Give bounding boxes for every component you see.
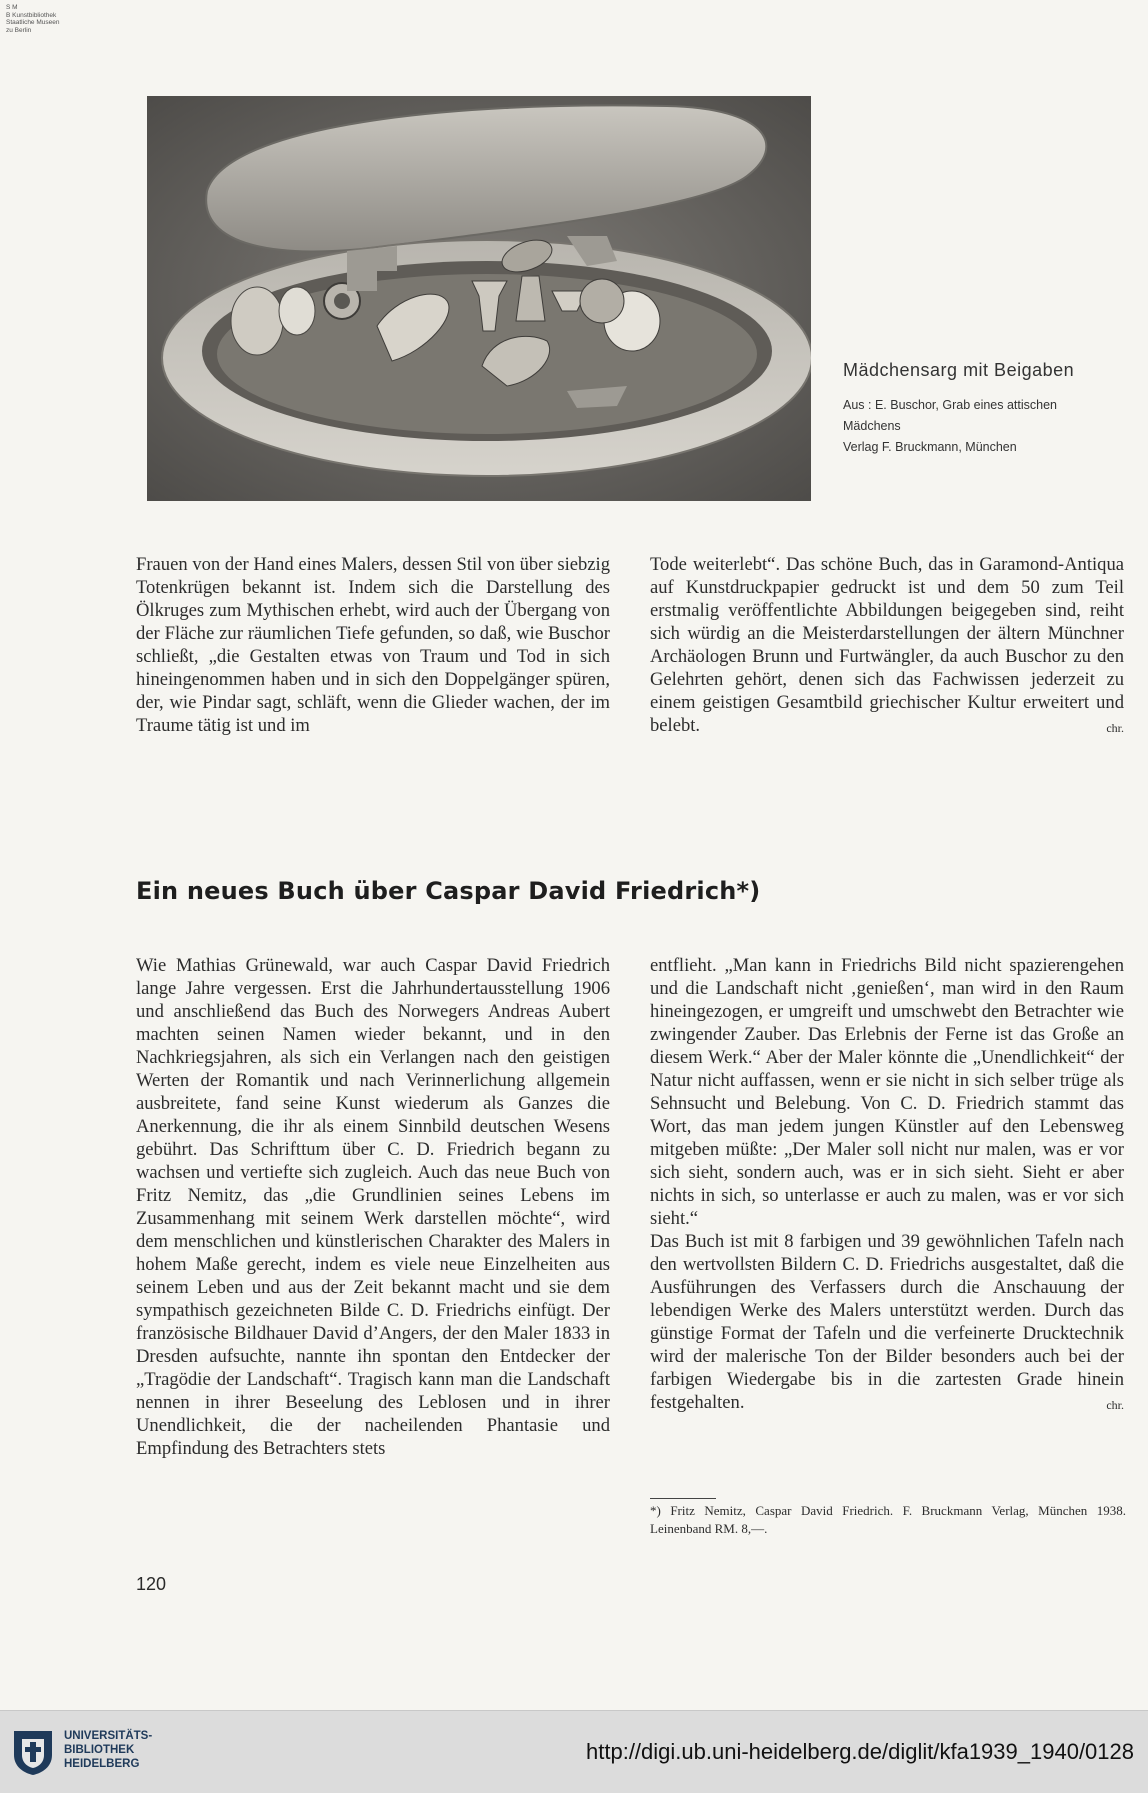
author-signature: chr. xyxy=(1106,721,1124,735)
caption-line: Verlag F. Bruckmann, München xyxy=(843,440,1017,454)
sarcophagus-illustration xyxy=(147,96,811,501)
article-heading: Ein neues Buch über Caspar David Friedrich*) xyxy=(136,877,761,905)
university-seal-icon xyxy=(10,1725,56,1777)
article2-column-left xyxy=(136,954,610,1460)
paragraph: Wie Mathias Grünewald, war auch Caspar David Friedrich lange Jahre vergessen. Erst die Jahrhundertausstellung 1906 und anschließend das Buch des Norwegers Andreas Aubert machten seinen Namen wieder bekannt, und in den Nachkriegsjahren, als sich ein Verlangen nach den geistigen Werten der Romantik und nach Verinnerlichung allgemein ausbreitete, fand seine Kunst wiederum als Ganzes die Anerkennung, die ihr als einem Sinnbild deutschen Wesens gebührt. Das Schrifttum über C. D. Friedrich begann zu wachsen und vertiefte sich zugleich. Auch das neue Buch von Fritz Nemitz, das „die Grundlinien seines Lebens im Zusammenhang mit seinem Werk darstellen möchte“, wird dem menschlichen und künstlerischen Charakter des Malers in hohem Maße gerecht, indem es viele neue Einzelheiten aus seinem Leben und aus der Zeit bekannt macht und sie dem sympathisch gezeichneten Bilde C. D. Friedrichs einfügt. Der französische Bildhauer David d’Angers, der den Maler 1833 in Dresden aufsuchte, nannte ihn spontan den Entdecker der „Tragödie der Landschaft“. Tragisch kann man die Landschaft nennen in ihrer Beseelung des Leblosen und in ihrer Unendlichkeit, die der nacheilenden Phantasie und Empfindung des Betrachters stets xyxy=(136,955,610,1459)
page-number: 120 xyxy=(136,1574,167,1594)
library-stamp xyxy=(6,4,86,34)
footer-bar xyxy=(0,1710,1148,1793)
paragraph: Frauen von der Hand eines Malers, dessen Stil von über siebzig Totenkrügen bekannt ist. Indem sich die Darstellung des Ölkruges zum Mythischen erhebt, wird auch der Übergang von der Fläche zur räumlichen Tiefe gefunden, so daß, wie Buschor schließt, „die Gestalten etwas von Traum und Tod in sich hineingenommen haben und in sich den Doppelgänger spüren, der, wie Pindar sagt, schläft, wenn die Glieder wachen, der im Traume tätig ist und im xyxy=(136,554,610,736)
stamp-line: S M xyxy=(6,4,18,11)
author-signature: chr. xyxy=(1106,1398,1124,1412)
paragraph: Das Buch ist mit 8 farbigen und 39 gewöhnlichen Tafeln nach den wertvollsten Bildern C. D. Friedrichs ausgestaltet, daß die Ausführungen des Verfassers durch die Anschauung der lebendigen Werke des Malers unterstützt werden. Durch das günstige Format der Tafeln und die verfeinerte Drucktechnik wird der malerische Ton der Bilder besonders auch bei der farbigen Wiedergabe bis in die zartesten Grade hinein festgehalten. xyxy=(650,1231,1124,1413)
logo-line: HEIDELBERG xyxy=(64,1758,140,1770)
library-logo-text xyxy=(64,1729,152,1771)
paragraph: Tode weiterlebt“. Das schöne Buch, das in Garamond-Antiqua auf Kunstdruckpapier gedruckt ist und dem 50 zum Teil erstmalig veröffentlichte Abbildungen beigegeben sind, reiht sich würdig an die Meisterdarstellungen der ältern Münchner Archäologen Brunn und Furtwängler, da auch Buschor zu den Gelehrten gehört, denen sich das Fachwissen jederzeit zu einem geistigen Gesamtbild griechischer Kultur erweitert und belebt. xyxy=(650,554,1124,736)
article2-column-right xyxy=(650,954,1124,1417)
stamp-line: zu Berlin xyxy=(6,26,32,34)
paragraph: entflieht. „Man kann in Friedrichs Bild nicht spazierengehen und die Landschaft nicht ‚genießen‘, man wird in den Raum hineingezogen, er umgreift und umschwebt den Betrachter wie zwingender Zauber. Das Erlebnis der Ferne ist das Große an diesem Werk.“ Aber der Maler könnte die „Unendlichkeit“ der Natur nicht auffassen, wenn er sie nicht in sich selber trüge als Sehnsucht und Belebung. Von C. D. Friedrich stammt das Wort, das man jedem jungen Künstler auf den Lebensweg mitgeben müßte: „Der Maler soll nicht nur malen, was er vor sich sieht, sondern auch, was er in sich sieht. Sieht er aber nichts in sich, so unterlasse er auch zu malen, was er vor sich sieht.“ xyxy=(650,955,1124,1229)
sarcophagus-photo xyxy=(147,96,811,501)
article1-column-left xyxy=(136,553,610,737)
stamp-line: B Kunstbibliothek xyxy=(6,11,57,19)
source-url[interactable]: http://digi.ub.uni-heidelberg.de/diglit/kfa1939_1940/0128 xyxy=(586,1739,1134,1764)
article1-column-right xyxy=(650,553,1124,740)
caption-line: Aus : E. Buschor, Grab eines attischen xyxy=(843,398,1058,412)
logo-line: BIBLIOTHEK xyxy=(64,1744,135,1756)
footnote: *) Fritz Nemitz, Caspar David Friedrich. F. Bruckmann Verlag, München 1938. Leinenband RM. 8,—. xyxy=(650,1503,1126,1536)
figure-caption xyxy=(843,360,1123,458)
caption-title: Mädchensarg mit Beigaben xyxy=(843,360,1075,380)
logo-line: UNIVERSITÄTS- xyxy=(64,1730,153,1742)
footnote-rule xyxy=(650,1498,716,1499)
stamp-line: Staatliche Museen xyxy=(6,19,60,26)
caption-line: Mädchens xyxy=(843,419,901,433)
